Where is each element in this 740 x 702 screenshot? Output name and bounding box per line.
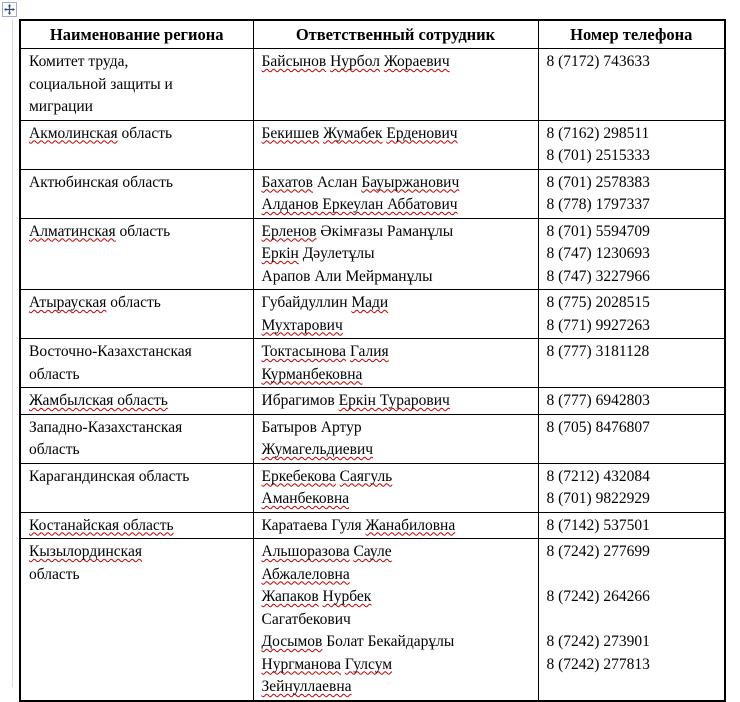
employee-cell[interactable] bbox=[253, 290, 538, 339]
text-run: область bbox=[29, 441, 80, 458]
text-run: миграции bbox=[29, 98, 93, 115]
text-line bbox=[29, 417, 249, 440]
text-line bbox=[262, 315, 534, 338]
text-line bbox=[547, 221, 721, 244]
text-line bbox=[29, 123, 249, 146]
text-line bbox=[262, 676, 534, 699]
text-run: область bbox=[29, 365, 80, 383]
misspelled-text: Бахатов bbox=[261, 173, 313, 191]
text-run: область bbox=[29, 565, 80, 583]
phone-cell[interactable] bbox=[538, 539, 725, 701]
misspelled-text: Гулсум bbox=[344, 655, 393, 673]
text-line bbox=[29, 515, 249, 538]
text-line bbox=[262, 654, 534, 677]
left-boundary-line bbox=[12, 19, 13, 687]
region-cell[interactable] bbox=[20, 388, 253, 415]
misspelled-text: Акмолинская bbox=[29, 124, 118, 142]
table-row bbox=[20, 414, 725, 463]
text-line bbox=[547, 488, 721, 511]
text-line bbox=[547, 676, 721, 699]
employee-cell[interactable] bbox=[253, 339, 538, 388]
misspelled-text: Сауле bbox=[353, 543, 392, 560]
text-run: Дәулетұлы bbox=[298, 245, 375, 262]
table-row bbox=[20, 49, 725, 121]
text-line bbox=[547, 145, 721, 168]
text-run: социальной защиты и bbox=[29, 75, 173, 93]
text-run: Актюбинская область bbox=[29, 173, 173, 191]
text-run: Сагатбекович bbox=[261, 610, 351, 628]
table-row bbox=[20, 512, 725, 539]
text-line bbox=[262, 488, 534, 511]
text-line bbox=[29, 292, 249, 315]
misspelled-text: Нурбол bbox=[330, 53, 380, 70]
table-row bbox=[20, 290, 725, 339]
text-run: Карагандинская область bbox=[29, 467, 190, 485]
text-line bbox=[262, 631, 534, 654]
text-line bbox=[29, 466, 249, 489]
text-run: Губайдуллин bbox=[261, 294, 352, 311]
table-row bbox=[20, 218, 725, 290]
text-line bbox=[547, 51, 721, 74]
text-line bbox=[262, 564, 534, 587]
phone-number: 8 (7242) 277699 bbox=[546, 543, 650, 560]
misspelled-text: Алматинская bbox=[29, 222, 116, 240]
employee-cell[interactable] bbox=[253, 49, 538, 121]
phone-cell[interactable] bbox=[538, 290, 725, 339]
phone-cell[interactable] bbox=[538, 463, 725, 512]
phone-cell[interactable] bbox=[538, 339, 725, 388]
table-row bbox=[20, 169, 725, 218]
text-line bbox=[547, 243, 721, 266]
phone-number: 8 (777) 3181128 bbox=[546, 343, 650, 360]
text-line bbox=[262, 515, 534, 538]
table-row bbox=[20, 120, 725, 169]
misspelled-text: Аманбековна bbox=[261, 490, 350, 507]
table-move-handle[interactable] bbox=[2, 2, 17, 17]
employee-cell[interactable] bbox=[253, 388, 538, 415]
text-run: Болат Бекайдарұлы bbox=[322, 633, 455, 650]
misspelled-text: Галия bbox=[349, 343, 389, 360]
phone-number: 8 (701) 5594709 bbox=[546, 222, 650, 240]
text-run: Комитет труда, bbox=[29, 53, 129, 70]
phone-cell[interactable] bbox=[538, 218, 725, 290]
text-line bbox=[262, 221, 534, 244]
phone-number: 8 (7142) 537501 bbox=[546, 516, 650, 534]
phone-number: 8 (7162) 298511 bbox=[546, 124, 650, 142]
text-line bbox=[262, 172, 534, 195]
employee-cell[interactable] bbox=[253, 169, 538, 218]
text-line bbox=[547, 194, 721, 217]
misspelled-text: Ерленов bbox=[261, 222, 317, 240]
region-cell[interactable] bbox=[20, 218, 253, 290]
four-way-arrow-icon bbox=[4, 4, 15, 15]
phone-number: 8 (7172) 743633 bbox=[546, 53, 650, 70]
misspelled-text: Еркін bbox=[261, 245, 299, 262]
text-line bbox=[262, 390, 534, 413]
misspelled-text: Зейнуллаевна bbox=[261, 678, 352, 695]
employee-cell[interactable] bbox=[253, 512, 538, 539]
phone-cell[interactable] bbox=[538, 414, 725, 463]
header-row bbox=[20, 20, 725, 49]
phone-cell[interactable] bbox=[538, 49, 725, 121]
text-line bbox=[547, 417, 721, 440]
misspelled-text: Жумабек bbox=[323, 124, 383, 142]
text-line bbox=[29, 172, 249, 195]
misspelled-text: Еркебекова bbox=[261, 467, 336, 485]
text-line bbox=[547, 172, 721, 195]
text-line bbox=[547, 315, 721, 338]
region-cell[interactable] bbox=[20, 339, 253, 388]
text-run: Аслан bbox=[312, 173, 362, 191]
phone-number: 8 (778) 1797337 bbox=[546, 196, 650, 213]
misspelled-text: Ерденович bbox=[386, 124, 458, 142]
table-body bbox=[20, 49, 725, 701]
phone-number: 8 (701) 2515333 bbox=[546, 147, 650, 164]
phone-cell[interactable] bbox=[538, 388, 725, 415]
misspelled-text: Досымов bbox=[261, 633, 323, 650]
text-line bbox=[262, 243, 534, 266]
text-line bbox=[29, 364, 249, 387]
phone-number: 8 (705) 8476807 bbox=[546, 418, 650, 436]
text-run: область bbox=[115, 222, 171, 240]
text-line bbox=[262, 51, 534, 74]
text-run: область bbox=[106, 294, 161, 311]
text-run: Арапов Али Мейрманұлы bbox=[261, 267, 433, 285]
misspelled-text: Альшоразова bbox=[261, 543, 350, 560]
misspelled-text: Атырауская bbox=[29, 294, 107, 311]
region-cell[interactable] bbox=[20, 290, 253, 339]
text-line bbox=[547, 564, 721, 587]
text-line bbox=[262, 541, 534, 564]
text-line bbox=[262, 123, 534, 146]
employee-cell[interactable] bbox=[253, 539, 538, 701]
text-line bbox=[547, 586, 721, 609]
text-line bbox=[262, 466, 534, 489]
column-header-employee[interactable]: Ответственный сотрудник bbox=[253, 20, 538, 49]
phone-cell[interactable] bbox=[538, 169, 725, 218]
misspelled-text: Курманбековна bbox=[261, 365, 363, 383]
text-line bbox=[547, 654, 721, 677]
text-run: Восточно-Казахстанская bbox=[29, 343, 192, 360]
misspelled-text: Жораевич bbox=[383, 53, 450, 70]
text-line bbox=[547, 541, 721, 564]
misspelled-text: Нургманова bbox=[261, 655, 341, 673]
misspelled-text: Абжалеловна bbox=[261, 565, 350, 583]
phone-number: 8 (771) 9927263 bbox=[546, 316, 650, 334]
text-run: Западно-Казахстанская bbox=[29, 418, 183, 436]
text-line bbox=[547, 123, 721, 146]
text-line bbox=[547, 466, 721, 489]
misspelled-text: Кызылординская bbox=[29, 543, 142, 560]
text-run: Ибрагимов bbox=[261, 392, 339, 409]
text-line bbox=[547, 515, 721, 538]
text-line bbox=[547, 292, 721, 315]
text-run: Каратаева Гуля bbox=[261, 516, 366, 534]
misspelled-text: Жанабиловна bbox=[365, 516, 456, 534]
phone-cell[interactable] bbox=[538, 512, 725, 539]
table-row bbox=[20, 388, 725, 415]
employee-cell[interactable] bbox=[253, 414, 538, 463]
text-line bbox=[29, 51, 249, 74]
text-line bbox=[29, 96, 249, 119]
employee-cell[interactable] bbox=[253, 218, 538, 290]
region-cell[interactable] bbox=[20, 169, 253, 218]
text-line bbox=[262, 266, 534, 289]
phone-number: 8 (777) 6942803 bbox=[546, 392, 650, 409]
misspelled-text: Саягуль bbox=[339, 467, 393, 485]
text-line bbox=[262, 439, 534, 462]
region-cell[interactable] bbox=[20, 49, 253, 121]
region-cell[interactable] bbox=[20, 463, 253, 512]
column-header-region[interactable]: Наименование региона bbox=[20, 20, 253, 49]
text-line bbox=[547, 609, 721, 632]
text-line bbox=[262, 194, 534, 217]
region-cell[interactable] bbox=[20, 120, 253, 169]
misspelled-text: Жумагельдиевич bbox=[261, 441, 374, 458]
text-line bbox=[29, 439, 249, 462]
misspelled-text: Мади bbox=[351, 294, 389, 311]
text-line bbox=[547, 390, 721, 413]
phone-cell[interactable] bbox=[538, 120, 725, 169]
text-line bbox=[262, 586, 534, 609]
text-line bbox=[29, 564, 249, 587]
phone-number: 8 (7242) 264266 bbox=[546, 588, 650, 605]
text-line bbox=[29, 341, 249, 364]
misspelled-text: Токтасынова bbox=[261, 343, 347, 360]
text-run: Әкімғазы Раманұлы bbox=[316, 222, 454, 240]
misspelled-text: Нурбек bbox=[322, 588, 372, 605]
misspelled-text: Бауыржанович bbox=[361, 173, 460, 191]
phone-number: 8 (7242) 273901 bbox=[546, 633, 650, 650]
text-line bbox=[262, 417, 534, 440]
misspelled-text: Еркін Турарович bbox=[338, 392, 450, 409]
region-cell[interactable] bbox=[20, 512, 253, 539]
text-line bbox=[262, 341, 534, 364]
text-run: Батыров Артур bbox=[261, 418, 362, 436]
text-run: область bbox=[117, 124, 173, 142]
text-line bbox=[262, 364, 534, 387]
misspelled-text: Бекишев bbox=[261, 124, 320, 142]
phone-number: 8 (747) 1230693 bbox=[546, 245, 650, 262]
text-line bbox=[262, 609, 534, 632]
misspelled-text: Алданов Еркеулан Аббатович bbox=[261, 196, 458, 213]
phone-number: 8 (701) 9822929 bbox=[546, 490, 650, 507]
phone-number: 8 (775) 2028515 bbox=[546, 294, 650, 311]
region-cell[interactable] bbox=[20, 414, 253, 463]
phone-number: 8 (7212) 432084 bbox=[546, 467, 650, 485]
misspelled-text: Байсынов bbox=[261, 53, 327, 70]
text-line bbox=[29, 74, 249, 97]
table-row bbox=[20, 463, 725, 512]
phone-number: 8 (701) 2578383 bbox=[546, 173, 650, 191]
text-line bbox=[29, 541, 249, 564]
text-line bbox=[29, 221, 249, 244]
text-line bbox=[547, 341, 721, 364]
employee-cell[interactable] bbox=[253, 120, 538, 169]
text-line bbox=[29, 390, 249, 413]
misspelled-text: Костанайская область bbox=[29, 516, 174, 534]
table-row bbox=[20, 339, 725, 388]
text-line bbox=[547, 631, 721, 654]
column-header-phone[interactable]: Номер телефона bbox=[538, 20, 725, 49]
text-line bbox=[547, 266, 721, 289]
text-line bbox=[262, 292, 534, 315]
contacts-table bbox=[19, 19, 726, 702]
employee-cell[interactable] bbox=[253, 463, 538, 512]
phone-number: 8 (7242) 277813 bbox=[546, 655, 650, 673]
phone-number: 8 (747) 3227966 bbox=[546, 267, 650, 285]
misspelled-text: Мухтарович bbox=[261, 316, 343, 334]
misspelled-text: Жамбылская область bbox=[29, 392, 168, 409]
misspelled-text: Жапаков bbox=[261, 588, 319, 605]
table-row bbox=[20, 539, 725, 701]
region-cell[interactable] bbox=[20, 539, 253, 701]
